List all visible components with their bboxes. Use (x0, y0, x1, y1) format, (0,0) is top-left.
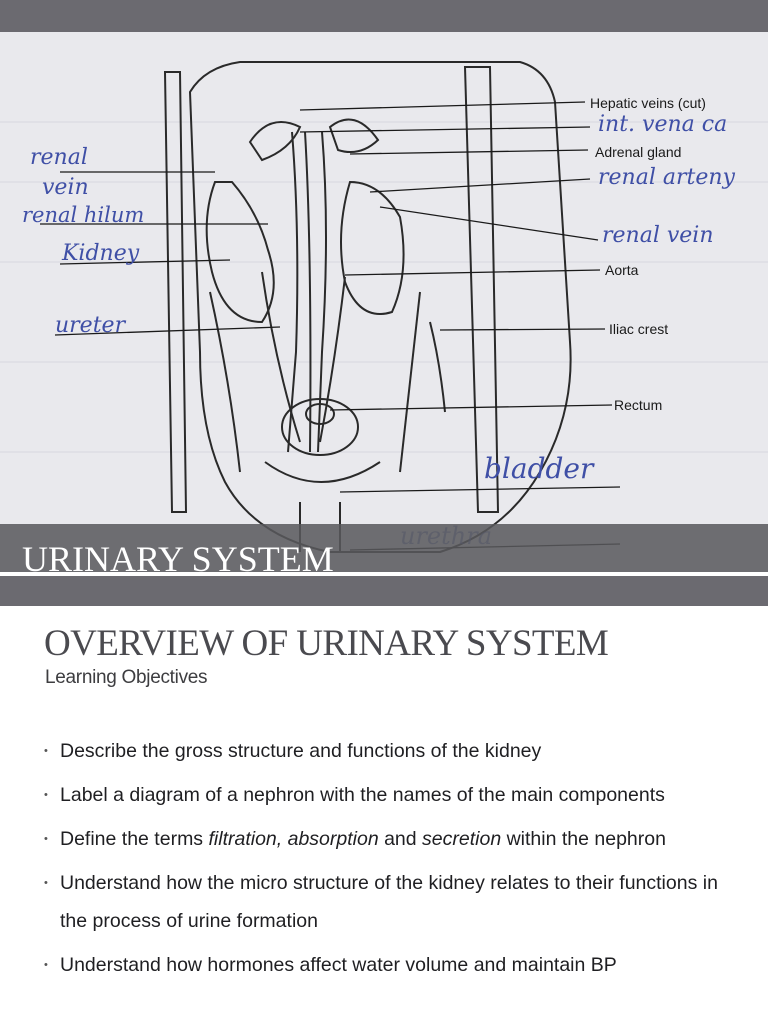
label-rectum: Rectum (614, 397, 663, 413)
objective-text: Understand how hormones affect water volume and maintain BP (60, 954, 617, 976)
handwritten-renal-artery: renal arteny (598, 165, 735, 190)
objective-text: Describe the gross structure and functions of the kidney (60, 740, 542, 762)
urinary-system-diagram (0, 32, 768, 572)
objective-text: Define the terms (60, 828, 209, 850)
title-banner (0, 524, 768, 572)
top-bar (0, 0, 768, 32)
objective-text: within the nephron (501, 828, 666, 850)
objectives-list (44, 732, 744, 990)
objective-item (44, 776, 744, 814)
handwritten-renal-hilum: renal hilum (22, 203, 145, 227)
objective-item (44, 864, 744, 940)
bullet-icon: • (44, 959, 48, 971)
bullet-icon: • (44, 745, 48, 757)
objective-item (44, 946, 744, 984)
handwritten-renal-vein-right: renal vein (602, 223, 714, 248)
handwritten-ureter: ureter (55, 313, 126, 338)
objective-text: Label a diagram of a nephron with the names of the main components (60, 784, 665, 806)
objective-item (44, 732, 744, 770)
objective-term: filtration, absorption (208, 828, 379, 850)
handwritten-inf-vena-cava: int. vena ca (598, 112, 728, 137)
objective-item (44, 820, 744, 858)
handwritten-vein: vein (42, 175, 89, 200)
section-subtitle: Learning Objectives (45, 667, 208, 688)
hero-title: URINARY SYSTEM (22, 539, 334, 572)
handwritten-bladder: bladder (484, 452, 594, 485)
bullet-icon: • (44, 833, 48, 845)
label-hepatic-veins: Hepatic veins (cut) (590, 95, 706, 111)
objective-term: secretion (422, 828, 502, 850)
handwritten-kidney: Kidney (62, 241, 140, 266)
handwritten-renal: renal (30, 145, 88, 170)
divider-band (0, 576, 768, 606)
section-title: OVERVIEW OF URINARY SYSTEM (44, 623, 609, 664)
objective-text: Understand how the micro structure of the kidney relates to their functions in the process of urine formation (60, 872, 718, 932)
label-iliac-crest: Iliac crest (609, 321, 669, 337)
bullet-icon: • (44, 789, 48, 801)
hero-image (0, 32, 768, 572)
objective-text: and (378, 828, 423, 850)
bullet-icon: • (44, 877, 48, 889)
label-aorta: Aorta (605, 262, 639, 278)
label-adrenal-gland: Adrenal gland (595, 144, 682, 160)
